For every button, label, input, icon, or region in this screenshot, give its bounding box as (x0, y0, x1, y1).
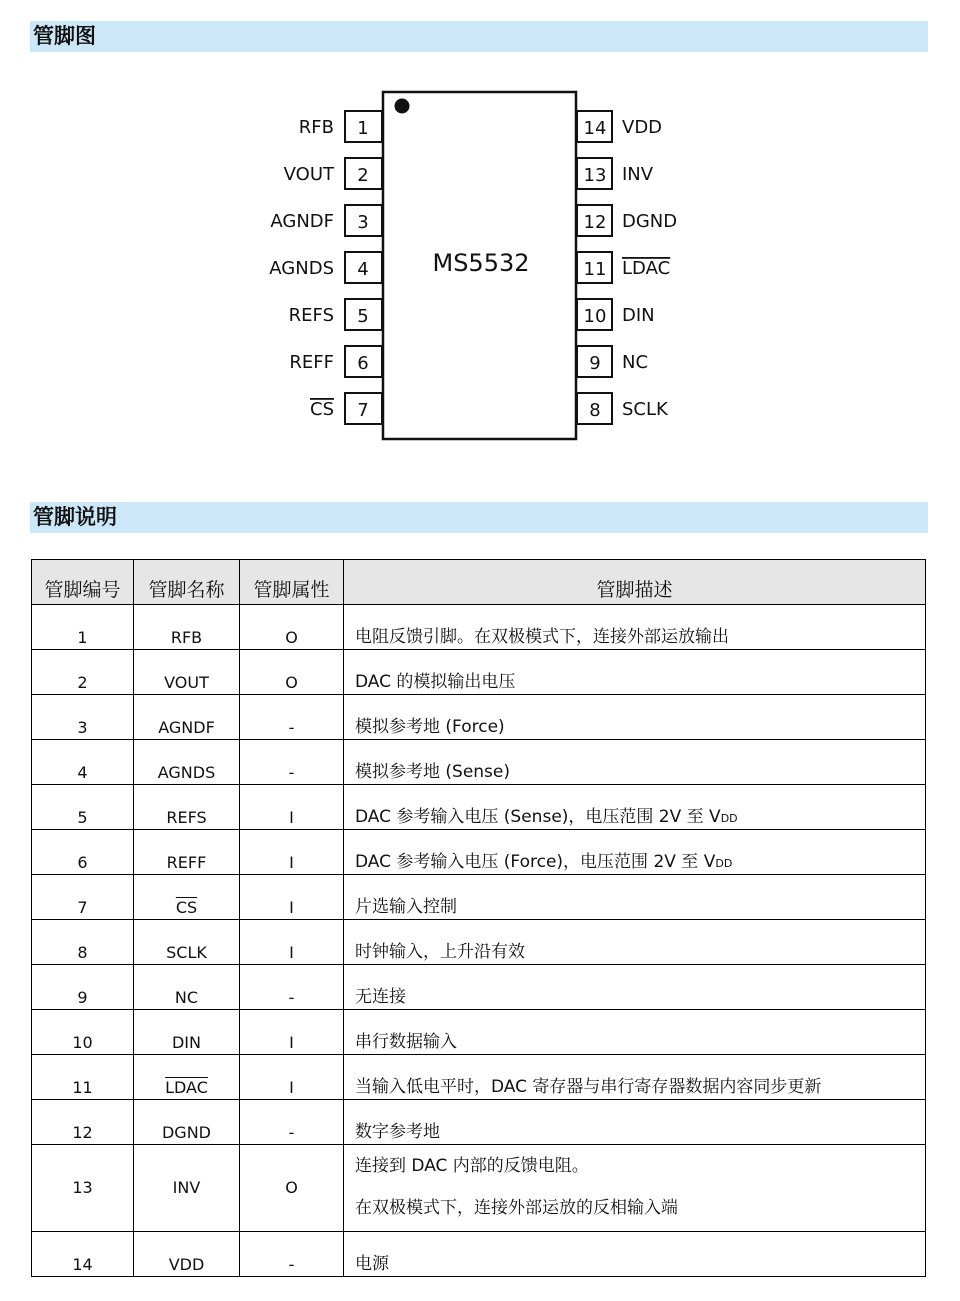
cell-pin-description: 模拟参考地 (Force) (344, 695, 926, 740)
cell-pin-name: REFF (134, 830, 240, 875)
cell-pin-description: 无连接 (344, 965, 926, 1010)
cell-pin-attribute: O (240, 1145, 344, 1232)
right-pin-name: NC (622, 352, 649, 373)
cell-pin-number: 1 (32, 605, 134, 650)
cell-pin-name: $\overline{CS}$ (134, 875, 240, 920)
cell-pin-description: 串行数据输入 (344, 1010, 926, 1055)
cell-pin-description: 电阻反馈引脚。在双极模式下，连接外部运放输出 (344, 605, 926, 650)
cell-pin-name: DIN (134, 1010, 240, 1055)
table-row (32, 1145, 926, 1232)
left-pin-name: RFB (298, 117, 334, 138)
cell-pin-attribute: I (240, 875, 344, 920)
right-pin-name: LDAC (622, 258, 671, 279)
cell-pin-number: 11 (32, 1055, 134, 1100)
cell-pin-attribute: - (240, 740, 344, 785)
cell-pin-name: VOUT (134, 650, 240, 695)
right-pin-number: 13 (583, 165, 607, 186)
pin-diagram-heading: 管脚图 (30, 21, 928, 52)
header-pin-number: 管脚编号 (32, 560, 134, 605)
right-pin-name: DIN (622, 305, 655, 326)
cell-pin-number: 12 (32, 1100, 134, 1145)
cell-pin-description: 当输入低电平时，DAC 寄存器与串行寄存器数据内容同步更新 (344, 1055, 926, 1100)
table-header-row (32, 560, 926, 605)
cell-pin-attribute: - (240, 695, 344, 740)
pin-table-heading: 管脚说明 (30, 502, 928, 533)
cell-pin-number: 10 (32, 1010, 134, 1055)
cell-pin-description: 时钟输入，上升沿有效 (344, 920, 926, 965)
cell-pin-attribute: - (240, 1232, 344, 1277)
right-pin-name: SCLK (622, 399, 668, 420)
cell-pin-attribute: I (240, 830, 344, 875)
cell-pin-number: 13 (32, 1145, 134, 1232)
cell-pin-description: 片选输入控制 (344, 875, 926, 920)
right-pin-number: 11 (583, 259, 607, 280)
cell-pin-name: AGNDS (134, 740, 240, 785)
left-pin-number: 3 (357, 212, 369, 233)
cell-pin-number: 2 (32, 650, 134, 695)
cell-pin-name: AGNDF (134, 695, 240, 740)
left-pin-number: 2 (357, 165, 369, 186)
left-pin-number: 4 (357, 259, 369, 280)
left-pin-number: 7 (357, 400, 369, 421)
cell-pin-number: 7 (32, 875, 134, 920)
left-pin-number: 6 (357, 353, 369, 374)
cell-pin-attribute: I (240, 1055, 344, 1100)
cell-pin-name: INV (134, 1145, 240, 1232)
cell-pin-name: DGND (134, 1100, 240, 1145)
left-pin-number: 5 (357, 306, 369, 327)
cell-pin-name: LDAC (134, 1055, 240, 1100)
table-row (32, 740, 926, 785)
right-pin-number: 8 (589, 400, 601, 421)
cell-pin-name: NC (134, 965, 240, 1010)
cell-pin-name: REFS (134, 785, 240, 830)
header-pin-name: 管脚名称 (134, 560, 240, 605)
right-pin-number: 10 (583, 306, 607, 327)
right-pin-name: DGND (622, 211, 678, 232)
cell-pin-attribute: I (240, 920, 344, 965)
table-row (32, 1055, 926, 1100)
table-row (32, 785, 926, 830)
table-row (32, 830, 926, 875)
cell-pin-number: 9 (32, 965, 134, 1010)
table-row (32, 1010, 926, 1055)
cell-pin-number: 8 (32, 920, 134, 965)
left-pin-name: REFF (289, 352, 334, 373)
pin-description-table (31, 559, 926, 1277)
cell-pin-number: 5 (32, 785, 134, 830)
left-pin-name: VOUT (283, 164, 334, 185)
pin-diagram (0, 60, 960, 460)
cell-pin-name: VDD (134, 1232, 240, 1277)
header-pin-attribute: 管脚属性 (240, 560, 344, 605)
cell-pin-number: 4 (32, 740, 134, 785)
cell-pin-attribute: - (240, 1100, 344, 1145)
left-pin-name: CS (310, 399, 334, 420)
cell-pin-description: 模拟参考地 (Sense) (344, 740, 926, 785)
cell-pin-attribute: I (240, 1010, 344, 1055)
cell-pin-description: DAC 参考输入电压 (Force)，电压范围 2V 至 VDD (344, 830, 926, 875)
chip-name: MS5532 (432, 249, 530, 277)
left-pin-name: AGNDS (269, 258, 334, 279)
cell-pin-name: SCLK (134, 920, 240, 965)
cell-pin-attribute: I (240, 785, 344, 830)
right-pin-name: INV (622, 164, 654, 185)
right-pin-name: VDD (622, 117, 663, 138)
cell-pin-description: 连接到 DAC 内部的反馈电阻。 在双极模式下，连接外部运放的反相输入端 (344, 1145, 926, 1232)
table-row (32, 1100, 926, 1145)
cell-pin-description: DAC 参考输入电压 (Sense)，电压范围 2V 至 VDD (344, 785, 926, 830)
table-row (32, 695, 926, 740)
cell-pin-number: 14 (32, 1232, 134, 1277)
left-pin-name: AGNDF (270, 211, 334, 232)
cell-pin-description: 电源 (344, 1232, 926, 1277)
cell-pin-name: RFB (134, 605, 240, 650)
cell-pin-attribute: O (240, 605, 344, 650)
cell-pin-description: 数字参考地 (344, 1100, 926, 1145)
left-pin-number: 1 (357, 118, 369, 139)
cell-pin-number: 3 (32, 695, 134, 740)
cell-pin-number: 6 (32, 830, 134, 875)
table-row (32, 650, 926, 695)
cell-pin-description: DAC 的模拟输出电压 (344, 650, 926, 695)
right-pin-number: 9 (589, 353, 601, 374)
table-row (32, 1232, 926, 1277)
left-pin-name: REFS (288, 305, 334, 326)
table-row (32, 875, 926, 920)
pin1-marker (395, 99, 410, 114)
table-row (32, 605, 926, 650)
right-pin-number: 12 (583, 212, 607, 233)
cell-pin-attribute: O (240, 650, 344, 695)
header-pin-description: 管脚描述 (344, 560, 926, 605)
right-pin-number: 14 (583, 118, 607, 139)
table-row (32, 965, 926, 1010)
cell-pin-attribute: - (240, 965, 344, 1010)
table-row (32, 920, 926, 965)
